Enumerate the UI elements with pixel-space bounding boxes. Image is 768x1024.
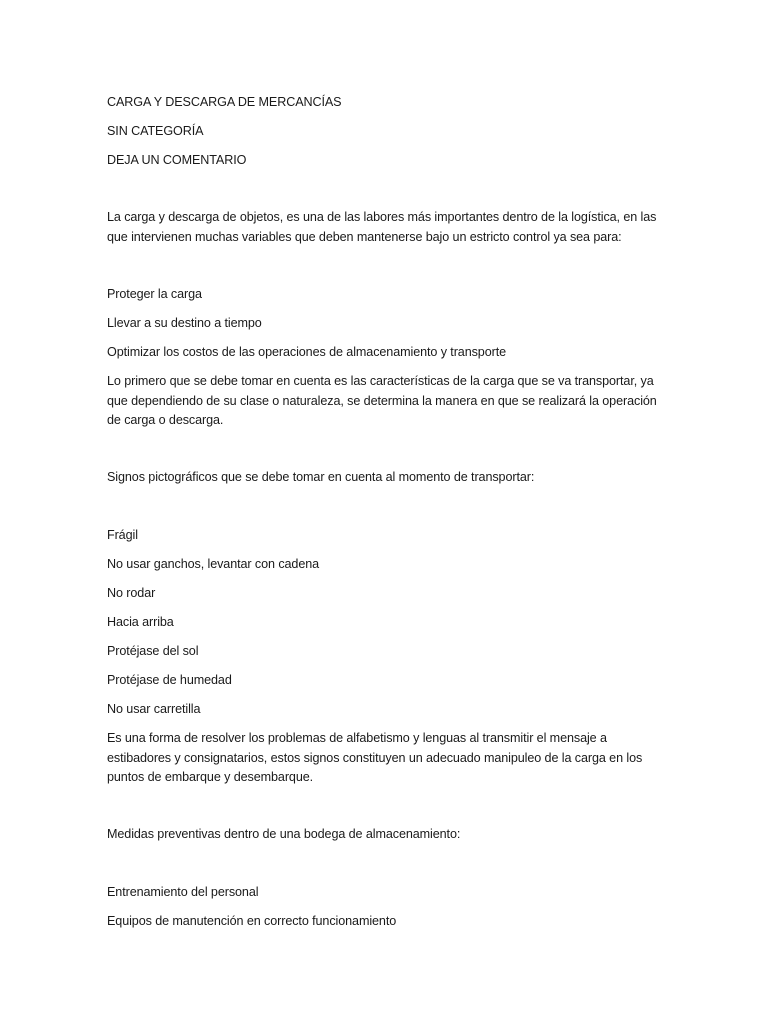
sign-item: No usar ganchos, levantar con cadena [107, 557, 320, 571]
signs-paragraph: Es una forma de resolver los problemas de alfabetismo y lenguas al transmitir el mensaje a estibadores y consignatarios, estos signos constituyen un adecuado manipuleo de la carga en los puntos de embarque y desembarque. [107, 731, 643, 784]
document-title: CARGA Y DESCARGA DE MERCANCÍAS [107, 95, 342, 109]
category-label: SIN CATEGORÍA [107, 124, 204, 138]
purpose-item: Optimizar los costos de las operaciones de almacenamiento y transporte [107, 345, 507, 359]
measure-item: Entrenamiento del personal [107, 885, 259, 899]
purpose-item: Proteger la carga [107, 287, 202, 301]
sign-item: No usar carretilla [107, 702, 201, 716]
sign-item: Frágil [107, 528, 138, 542]
comment-label: DEJA UN COMENTARIO [107, 153, 247, 167]
sign-item: Protéjase de humedad [107, 673, 232, 687]
purpose-item: Llevar a su destino a tiempo [107, 316, 262, 330]
sign-item: No rodar [107, 586, 156, 600]
sign-item: Protéjase del sol [107, 644, 199, 658]
characteristics-paragraph: Lo primero que se debe tomar en cuenta es las características de la carga que se va transportar, ya que dependiendo de su clase o naturaleza, se determina la manera en que se realizará la operación de carga o descarga. [107, 374, 657, 427]
sign-item: Hacia arriba [107, 615, 174, 629]
measures-heading: Medidas preventivas dentro de una bodega de almacenamiento: [107, 827, 461, 841]
signs-heading: Signos pictográficos que se debe tomar en cuenta al momento de transportar: [107, 470, 535, 484]
intro-paragraph: La carga y descarga de objetos, es una de las labores más importantes dentro de la logística, en las que intervienen muchas variables que deben mantenerse bajo un estricto control ya sea para: [107, 210, 657, 244]
measure-item: Equipos de manutención en correcto funcionamiento [107, 914, 397, 928]
